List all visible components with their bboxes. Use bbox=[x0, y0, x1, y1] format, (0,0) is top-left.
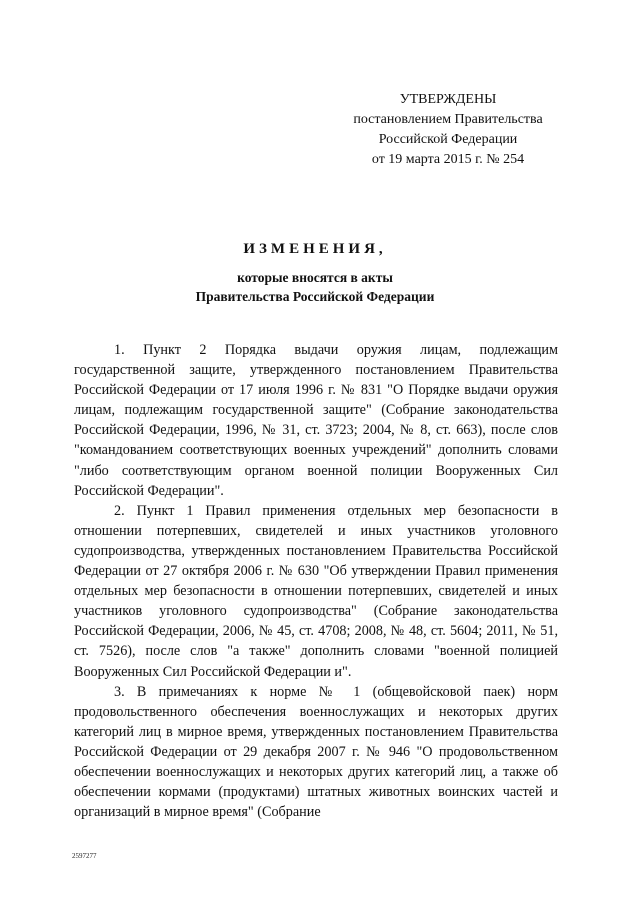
paragraph-1: 1. Пункт 2 Порядка выдачи оружия лицам, подлежащим государственной защите, утвержденного постановлением Правительства Российской Федерации от 17 июля 1996 г. № 831 "О Порядке выдачи оружия лицам, подлежащим государственной защите" (Собрание законодательства Российской Федерации, 1996, № 31, ст. 3723; 2004, № 8, ст. 663), после слов "командованием соответствующих военных учреждений" дополнить словами "либо соответствующим органом военной полиции Вооруженных Сил Российской Федерации". bbox=[74, 342, 558, 499]
document-subtitle-line2: Правительства Российской Федерации bbox=[195, 289, 435, 304]
approval-resolution: постановлением Правительства bbox=[353, 112, 543, 127]
document-body bbox=[74, 340, 558, 822]
paragraph-3: 3. В примечаниях к норме № 1 (общевойсковой паек) норм продовольственного обеспечения военнослужащих и некоторых других категорий лиц в мирное время, утвержденных постановлением Правительства Российской Федерации от 29 декабря 2007 г. № 946 "О продовольственном обеспечении военнослужащих и некоторых других категорий лиц, а также об обеспечении кормами (продуктами) штатных животных воинских частей и организаций в мирное время" (Собрание bbox=[74, 683, 558, 821]
document-heading bbox=[70, 238, 560, 306]
approval-stamp bbox=[330, 90, 566, 170]
document-code: 2597277 bbox=[72, 852, 97, 860]
approval-title: УТВЕРЖДЕНЫ bbox=[399, 92, 497, 107]
approval-authority: Российской Федерации bbox=[378, 132, 518, 147]
document-subtitle-line1: которые вносятся в акты bbox=[237, 270, 393, 285]
paragraph-2: 2. Пункт 1 Правил применения отдельных мер безопасности в отношении потерпевших, свидетелей и иных участников уголовного судопроизводства, утвержденных постановлением Правительства Российской Федерации от 27 октября 2006 г. № 630 "Об утверждении Правил применения отдельных мер безопасности в отношении потерпевших, свидетелей и иных участников уголовного судопроизводства" (Собрание законодательства Российской Федерации, 2006, № 45, ст. 4708; 2008, № 48, ст. 5604; 2011, № 51, ст. 7526), после слов "а также" дополнить словами "военной полицией Вооруженных Сил Российской Федерации и". bbox=[74, 502, 558, 680]
approval-date-number: от 19 марта 2015 г. № 254 bbox=[371, 152, 525, 167]
document-title: ИЗМЕНЕНИЯ, bbox=[243, 241, 387, 257]
